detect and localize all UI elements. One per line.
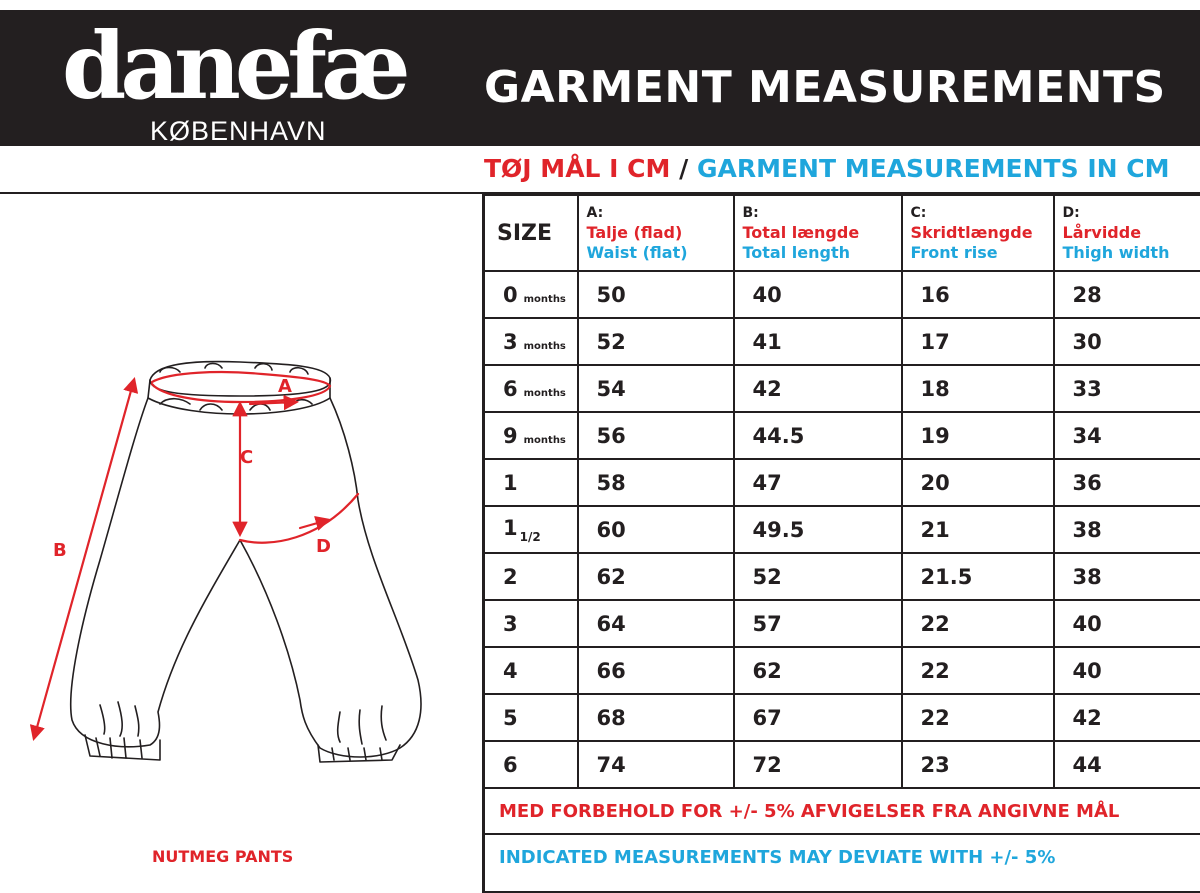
column-label-english: Thigh width <box>1063 243 1200 263</box>
size-value: 9 <box>503 424 518 448</box>
thigh-cell: 42 <box>1054 694 1200 741</box>
column-label-english: Total length <box>743 243 901 263</box>
rise-cell: 18 <box>902 365 1054 412</box>
size-cell <box>484 600 578 647</box>
subtitle-separator: / <box>679 154 688 183</box>
size-table <box>482 194 1200 893</box>
thigh-cell: 34 <box>1054 412 1200 459</box>
pants-drawing <box>0 194 482 863</box>
waist-cell: 60 <box>578 506 734 553</box>
label-c: C <box>240 447 253 468</box>
size-cell <box>484 694 578 741</box>
tolerance-note-danish: MED FORBEHOLD FOR +/- 5% AFVIGELSER FRA ANGIVNE MÅL <box>484 788 1200 834</box>
rise-cell: 16 <box>902 271 1054 318</box>
column-header-waist <box>578 195 734 271</box>
length-cell: 40 <box>734 271 902 318</box>
column-header-rise <box>902 195 1054 271</box>
column-header-thigh <box>1054 195 1200 271</box>
length-cell: 47 <box>734 459 902 506</box>
waist-cell: 50 <box>578 271 734 318</box>
column-letter: B: <box>743 203 901 223</box>
waist-cell: 64 <box>578 600 734 647</box>
subtitle-english: GARMENT MEASUREMENTS IN CM <box>697 154 1170 183</box>
size-value: 0 <box>503 283 518 307</box>
waist-cell: 58 <box>578 459 734 506</box>
table-row <box>484 553 1200 600</box>
tolerance-note-english: INDICATED MEASUREMENTS MAY DEVIATE WITH +/- 5% <box>484 834 1200 892</box>
waist-cell: 56 <box>578 412 734 459</box>
table-row <box>484 459 1200 506</box>
size-unit: months <box>524 388 566 399</box>
column-letter: C: <box>911 203 1053 223</box>
length-cell: 49.5 <box>734 506 902 553</box>
size-unit: months <box>524 341 566 352</box>
label-d: D <box>316 536 331 557</box>
length-cell: 52 <box>734 553 902 600</box>
rise-cell: 23 <box>902 741 1054 788</box>
length-cell: 41 <box>734 318 902 365</box>
label-a: A <box>278 376 292 397</box>
size-cell <box>484 318 578 365</box>
page-subtitle <box>484 154 1169 183</box>
rise-cell: 17 <box>902 318 1054 365</box>
rise-cell: 21 <box>902 506 1054 553</box>
rise-cell: 22 <box>902 600 1054 647</box>
size-cell <box>484 412 578 459</box>
size-header: SIZE <box>484 195 578 271</box>
thigh-cell: 36 <box>1054 459 1200 506</box>
subtitle-danish: TØJ MÅL I CM <box>484 154 670 183</box>
length-cell: 62 <box>734 647 902 694</box>
size-unit: months <box>524 435 566 446</box>
size-value: 3 <box>503 612 518 636</box>
rise-cell: 20 <box>902 459 1054 506</box>
column-label-danish: Talje (flad) <box>587 223 733 243</box>
waist-cell: 54 <box>578 365 734 412</box>
waist-cell: 66 <box>578 647 734 694</box>
note-row-english <box>484 834 1200 892</box>
table-row <box>484 412 1200 459</box>
size-cell <box>484 553 578 600</box>
size-value: 2 <box>503 565 518 589</box>
column-header-length <box>734 195 902 271</box>
waist-cell: 74 <box>578 741 734 788</box>
measure-lines <box>34 372 358 738</box>
length-cell: 42 <box>734 365 902 412</box>
label-b: B <box>53 540 67 561</box>
size-cell <box>484 506 578 553</box>
thigh-cell: 30 <box>1054 318 1200 365</box>
column-label-danish: Total længde <box>743 223 901 243</box>
waist-cell: 52 <box>578 318 734 365</box>
rise-cell: 22 <box>902 647 1054 694</box>
measure-line-a <box>152 372 330 402</box>
length-cell: 44.5 <box>734 412 902 459</box>
note-row-danish <box>484 788 1200 834</box>
thigh-cell: 40 <box>1054 647 1200 694</box>
size-value: 6 <box>503 377 518 401</box>
table-row <box>484 600 1200 647</box>
thigh-cell: 33 <box>1054 365 1200 412</box>
table-row <box>484 647 1200 694</box>
brand-logo <box>62 20 407 150</box>
column-label-danish: Skridtlængde <box>911 223 1053 243</box>
length-cell: 57 <box>734 600 902 647</box>
length-cell: 72 <box>734 741 902 788</box>
size-cell <box>484 271 578 318</box>
table-row <box>484 271 1200 318</box>
waist-cell: 68 <box>578 694 734 741</box>
column-label-english: Waist (flat) <box>587 243 733 263</box>
size-cell <box>484 647 578 694</box>
size-value: 1 <box>503 471 518 495</box>
rise-cell: 19 <box>902 412 1054 459</box>
table-row <box>484 365 1200 412</box>
header-banner <box>0 10 1200 146</box>
size-value: 3 <box>503 330 518 354</box>
size-value: 1 <box>503 516 518 540</box>
size-value: 4 <box>503 659 518 683</box>
rise-cell: 21.5 <box>902 553 1054 600</box>
column-label-english: Front rise <box>911 243 1053 263</box>
column-letter: D: <box>1063 203 1200 223</box>
brand-name: danefæ <box>62 6 405 126</box>
length-cell: 67 <box>734 694 902 741</box>
column-letter: A: <box>587 203 733 223</box>
measure-line-d <box>240 494 358 543</box>
size-cell <box>484 459 578 506</box>
brand-city: KØBENHAVN <box>150 116 327 147</box>
size-cell <box>484 365 578 412</box>
thigh-cell: 38 <box>1054 506 1200 553</box>
table-row <box>484 506 1200 553</box>
column-label-danish: Lårvidde <box>1063 223 1200 243</box>
size-fraction: 1/2 <box>520 530 541 544</box>
size-value: 5 <box>503 706 518 730</box>
table-row <box>484 318 1200 365</box>
table-row <box>484 694 1200 741</box>
thigh-cell: 44 <box>1054 741 1200 788</box>
thigh-cell: 40 <box>1054 600 1200 647</box>
rise-cell: 22 <box>902 694 1054 741</box>
page-title: GARMENT MEASUREMENTS <box>484 62 1166 113</box>
waist-cell: 62 <box>578 553 734 600</box>
table-row <box>484 741 1200 788</box>
size-cell <box>484 741 578 788</box>
table-header-row <box>484 195 1200 271</box>
thigh-cell: 38 <box>1054 553 1200 600</box>
product-name: NUTMEG PANTS <box>152 847 293 866</box>
size-value: 6 <box>503 753 518 777</box>
size-unit: months <box>524 294 566 305</box>
measure-line-b <box>34 380 134 738</box>
thigh-cell: 28 <box>1054 271 1200 318</box>
